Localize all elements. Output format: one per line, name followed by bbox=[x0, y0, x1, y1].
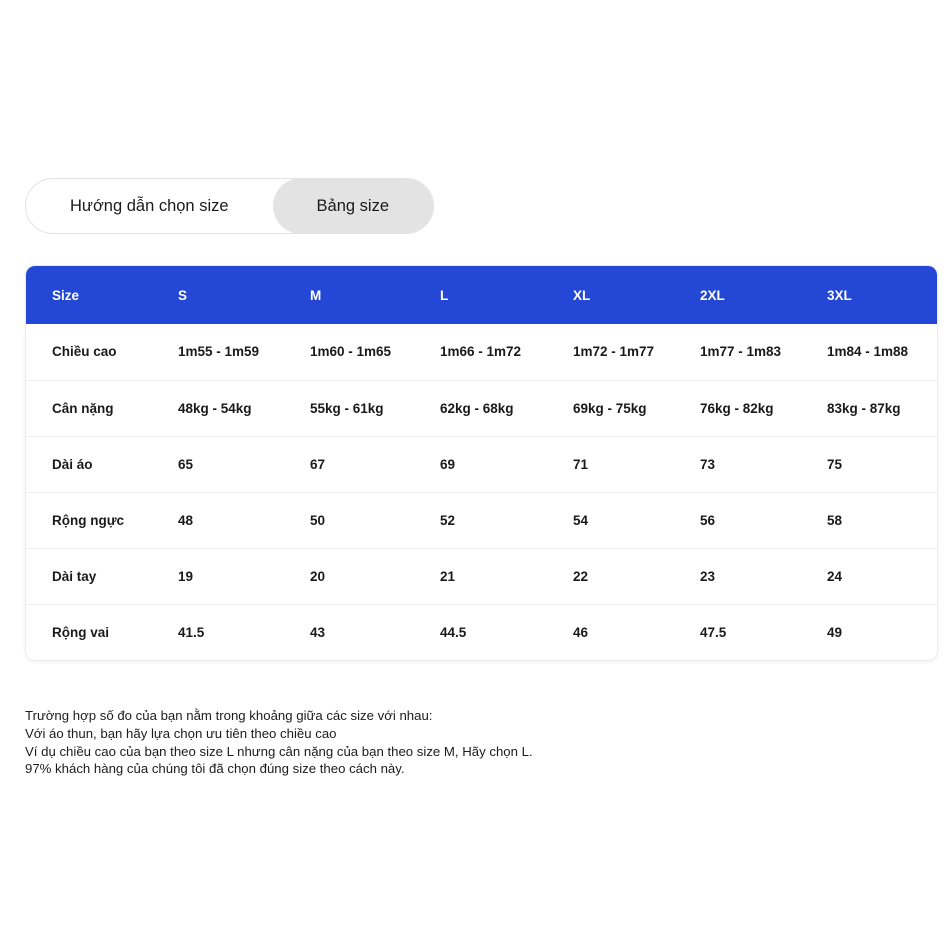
cell-3xl: 49 bbox=[827, 624, 843, 640]
header-cell-2xl: 2XL bbox=[700, 266, 827, 324]
cell-m: 1m60 - 1m65 bbox=[310, 324, 440, 380]
size-table-head bbox=[26, 266, 938, 324]
cell-2xl: 56 bbox=[700, 492, 827, 548]
note-line: Với áo thun, bạn hãy lựa chọn ưu tiên theo chiều cao bbox=[25, 725, 337, 741]
cell-3xl: 83kg - 87kg bbox=[827, 380, 938, 436]
cell-s: 48 bbox=[178, 492, 310, 548]
cell-2xl: 23 bbox=[700, 548, 827, 604]
cell-xl: 69kg - 75kg bbox=[573, 380, 700, 436]
cell-2xl: 76kg - 82kg bbox=[700, 380, 827, 436]
size-notes bbox=[25, 707, 925, 778]
cell-l: 21 bbox=[440, 548, 573, 604]
cell-s: 41.5 bbox=[178, 624, 205, 640]
cell-m: 43 bbox=[310, 624, 326, 640]
cell-m: 50 bbox=[310, 492, 440, 548]
size-table bbox=[26, 266, 938, 660]
cell-xl: 1m72 - 1m77 bbox=[573, 324, 700, 380]
table-row bbox=[26, 492, 938, 548]
table-row bbox=[26, 380, 938, 436]
header-cell-m: M bbox=[310, 266, 440, 324]
cell-xl: 54 bbox=[573, 492, 700, 548]
table-row bbox=[26, 548, 938, 604]
row-label: Rộng ngực bbox=[26, 492, 178, 548]
tab-bar bbox=[25, 178, 434, 234]
row-label: Dài tay bbox=[26, 548, 178, 604]
header-cell-l: L bbox=[440, 266, 573, 324]
cell-s: 65 bbox=[178, 436, 310, 492]
size-table-card bbox=[25, 265, 938, 661]
cell-3xl: 24 bbox=[827, 548, 938, 604]
cell-xl: 22 bbox=[573, 548, 700, 604]
cell-xl: 71 bbox=[573, 436, 700, 492]
cell-3xl: 1m84 - 1m88 bbox=[827, 324, 938, 380]
cell-s: 48kg - 54kg bbox=[178, 380, 310, 436]
header-cell-s: S bbox=[178, 266, 310, 324]
cell-3xl: 58 bbox=[827, 492, 938, 548]
row-label: Dài áo bbox=[26, 436, 178, 492]
row-label: Cân nặng bbox=[26, 380, 178, 436]
note-line: Ví dụ chiều cao của bạn theo size L nhưng cân nặng của bạn theo size M, Hãy chọn L. bbox=[25, 743, 533, 759]
cell-m: 55kg - 61kg bbox=[310, 380, 440, 436]
tab-size-guide[interactable]: Hướng dẫn chọn size bbox=[26, 178, 273, 234]
cell-l: 44.5 bbox=[440, 624, 467, 640]
table-header-row bbox=[26, 266, 938, 324]
header-cell-xl: XL bbox=[573, 266, 700, 324]
cell-2xl: 73 bbox=[700, 436, 827, 492]
cell-s: 19 bbox=[178, 548, 310, 604]
cell-l: 62kg - 68kg bbox=[440, 380, 573, 436]
tab-size-table[interactable]: Bảng size bbox=[273, 178, 433, 234]
cell-s: 1m55 - 1m59 bbox=[178, 324, 310, 380]
cell-l: 69 bbox=[440, 436, 573, 492]
row-label: Rộng vai bbox=[52, 624, 110, 640]
cell-xl: 46 bbox=[573, 624, 589, 640]
table-row bbox=[26, 436, 938, 492]
table-row bbox=[26, 324, 938, 380]
header-cell-3xl: 3XL bbox=[827, 266, 938, 324]
cell-m: 20 bbox=[310, 548, 440, 604]
size-table-body bbox=[26, 324, 938, 660]
cell-l: 1m66 - 1m72 bbox=[440, 324, 573, 380]
note-line: Trường hợp số đo của bạn nằm trong khoảng giữa các size với nhau: bbox=[25, 708, 433, 723]
cell-3xl: 75 bbox=[827, 436, 938, 492]
cell-m: 67 bbox=[310, 436, 440, 492]
header-cell-size: Size bbox=[26, 266, 178, 324]
row-label: Chiều cao bbox=[26, 324, 178, 380]
cell-2xl: 47.5 bbox=[700, 624, 727, 640]
table-row bbox=[26, 604, 938, 660]
cell-2xl: 1m77 - 1m83 bbox=[700, 324, 827, 380]
note-line: 97% khách hàng của chúng tôi đã chọn đúng size theo cách này. bbox=[25, 761, 405, 777]
cell-l: 52 bbox=[440, 492, 573, 548]
